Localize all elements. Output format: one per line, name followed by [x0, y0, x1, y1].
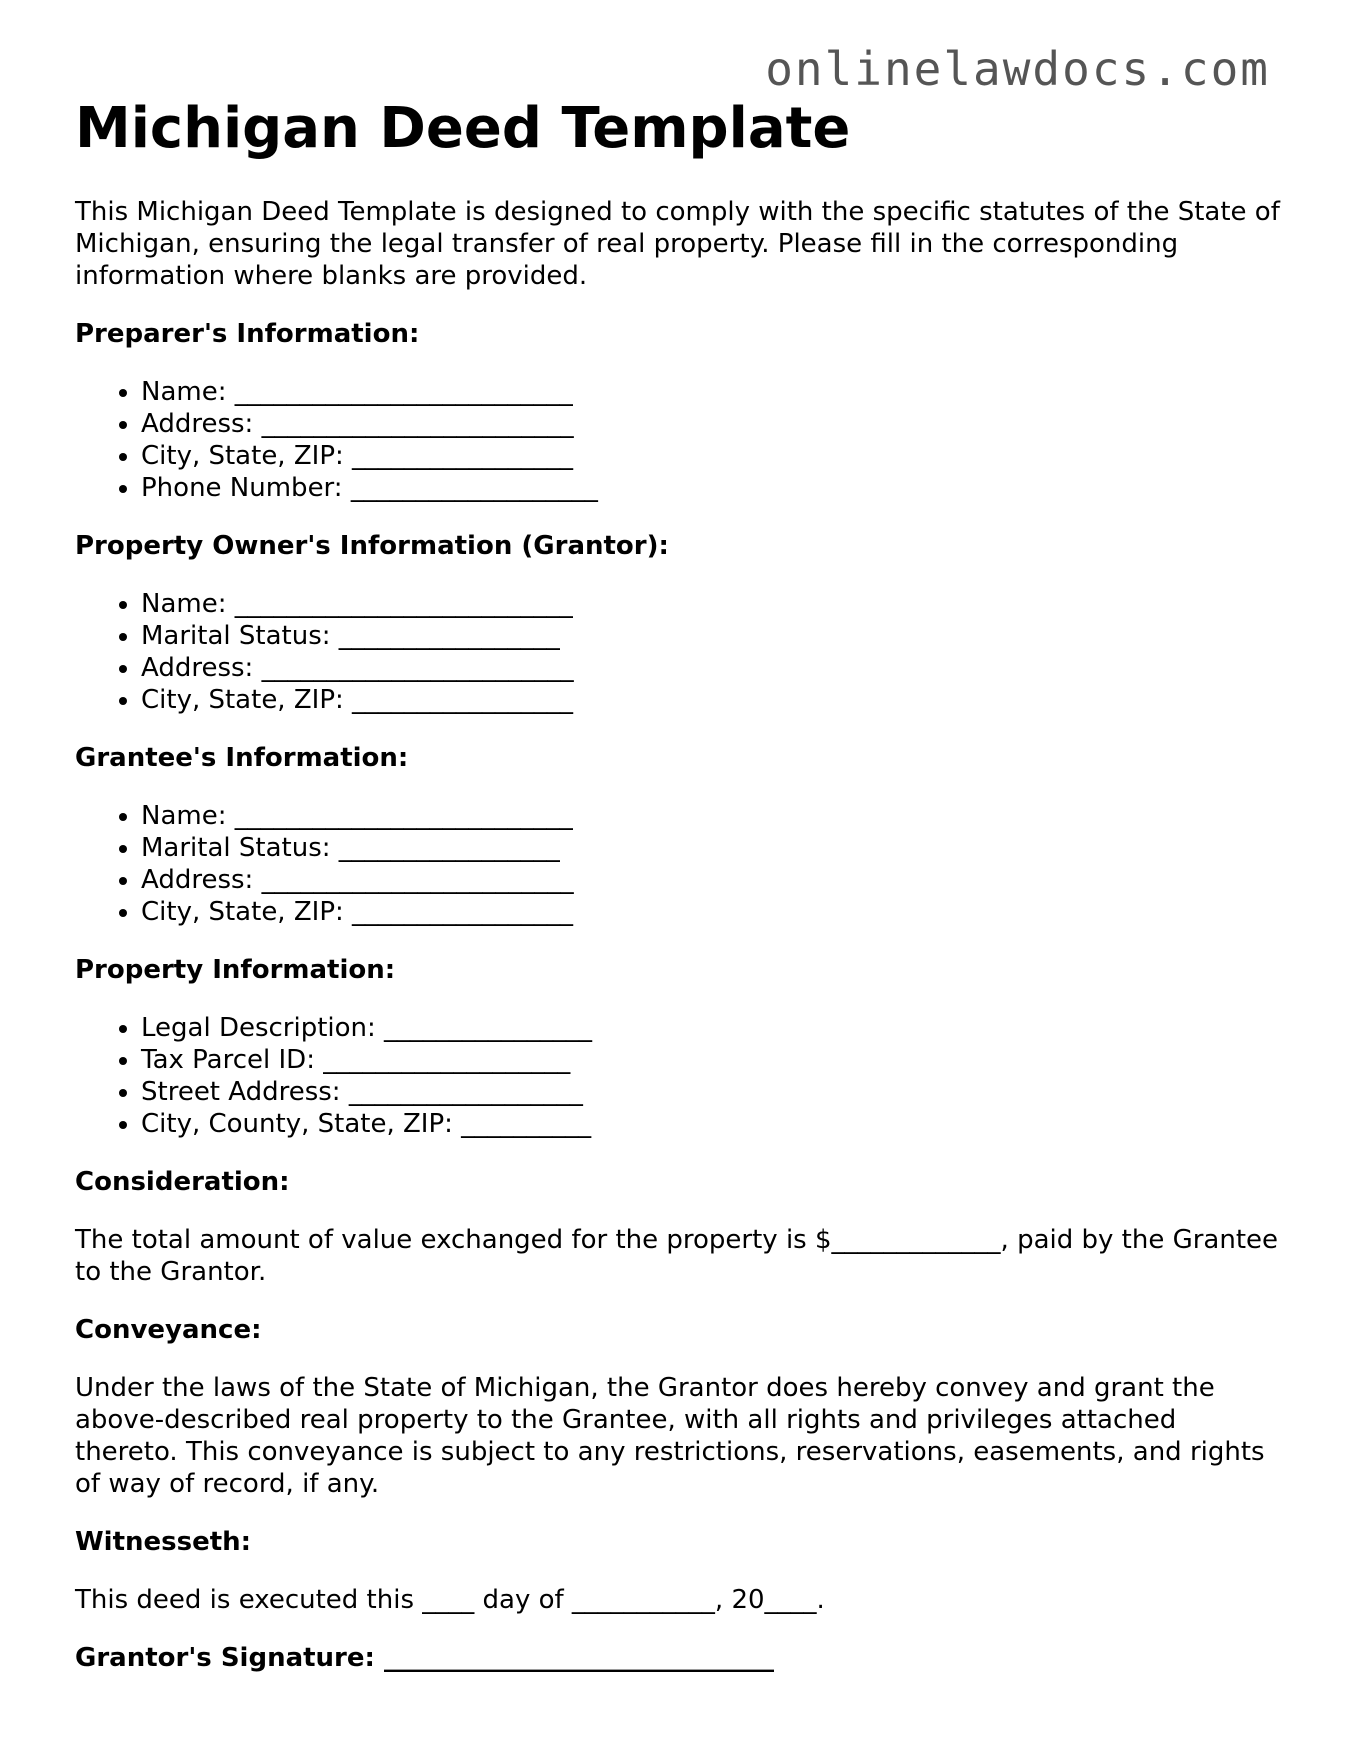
list-item: • City, State, ZIP: _________________	[141, 896, 1285, 928]
list-item: • Address: ________________________	[141, 652, 1285, 684]
list-item: • Address: ________________________	[141, 408, 1285, 440]
list-item: • City, County, State, ZIP: __________	[141, 1108, 1285, 1140]
list-item: • Address: ________________________	[141, 864, 1285, 896]
list-item: • Phone Number: ___________________	[141, 472, 1285, 504]
grantor-signature-line	[75, 1642, 1285, 1674]
intro-paragraph: This Michigan Deed Template is designed to comply with the specific statutes of the State of Michigan, ensuring the legal transfer of real property. Please fill in the corresponding information where blanks are provided.	[75, 197, 1280, 291]
list-item: • Street Address: __________________	[141, 1076, 1285, 1108]
consideration-heading: Consideration:	[75, 1167, 290, 1197]
conveyance-text: Under the laws of the State of Michigan, the Grantor does hereby convey and grant the above-described real property to the Grantee, with all rights and privileges attached thereto. This conveyance is subject to any restrictions, reservations, easements, and rights of way of record, if any.	[75, 1373, 1265, 1499]
preparer-list	[75, 376, 1285, 504]
list-item: • Name: __________________________	[141, 376, 1285, 408]
list-item: • Legal Description: ________________	[141, 1012, 1285, 1044]
document-page	[75, 96, 1285, 1674]
list-item: • City, State, ZIP: _________________	[141, 684, 1285, 716]
preparer-heading: Preparer's Information:	[75, 319, 420, 349]
grantee-heading: Grantee's Information:	[75, 743, 409, 773]
grantor-list	[75, 588, 1285, 716]
grantor-heading: Property Owner's Information (Grantor):	[75, 531, 669, 561]
list-item: • City, State, ZIP: _________________	[141, 440, 1285, 472]
property-heading: Property Information:	[75, 955, 396, 985]
property-list	[75, 1012, 1285, 1140]
list-item: • Name: __________________________	[141, 800, 1285, 832]
witnesseth-heading: Witnesseth:	[75, 1527, 252, 1557]
witnesseth-text: This deed is executed this ____ day of ___________, 20____.	[75, 1585, 825, 1615]
list-item: • Marital Status: _________________	[141, 620, 1285, 652]
watermark: onlinelawdocs.com	[765, 42, 1270, 96]
conveyance-heading: Conveyance:	[75, 1315, 262, 1345]
list-item: • Name: __________________________	[141, 588, 1285, 620]
grantee-list	[75, 800, 1285, 928]
signature-label: Grantor's Signature:	[75, 1643, 375, 1673]
signature-blank: ______________________________	[383, 1643, 774, 1673]
list-item: • Marital Status: _________________	[141, 832, 1285, 864]
page-title: Michigan Deed Template	[75, 96, 851, 161]
consideration-text: The total amount of value exchanged for the property is $_____________, paid by the Grantee to the Grantor.	[75, 1225, 1279, 1287]
list-item: • Tax Parcel ID: ___________________	[141, 1044, 1285, 1076]
